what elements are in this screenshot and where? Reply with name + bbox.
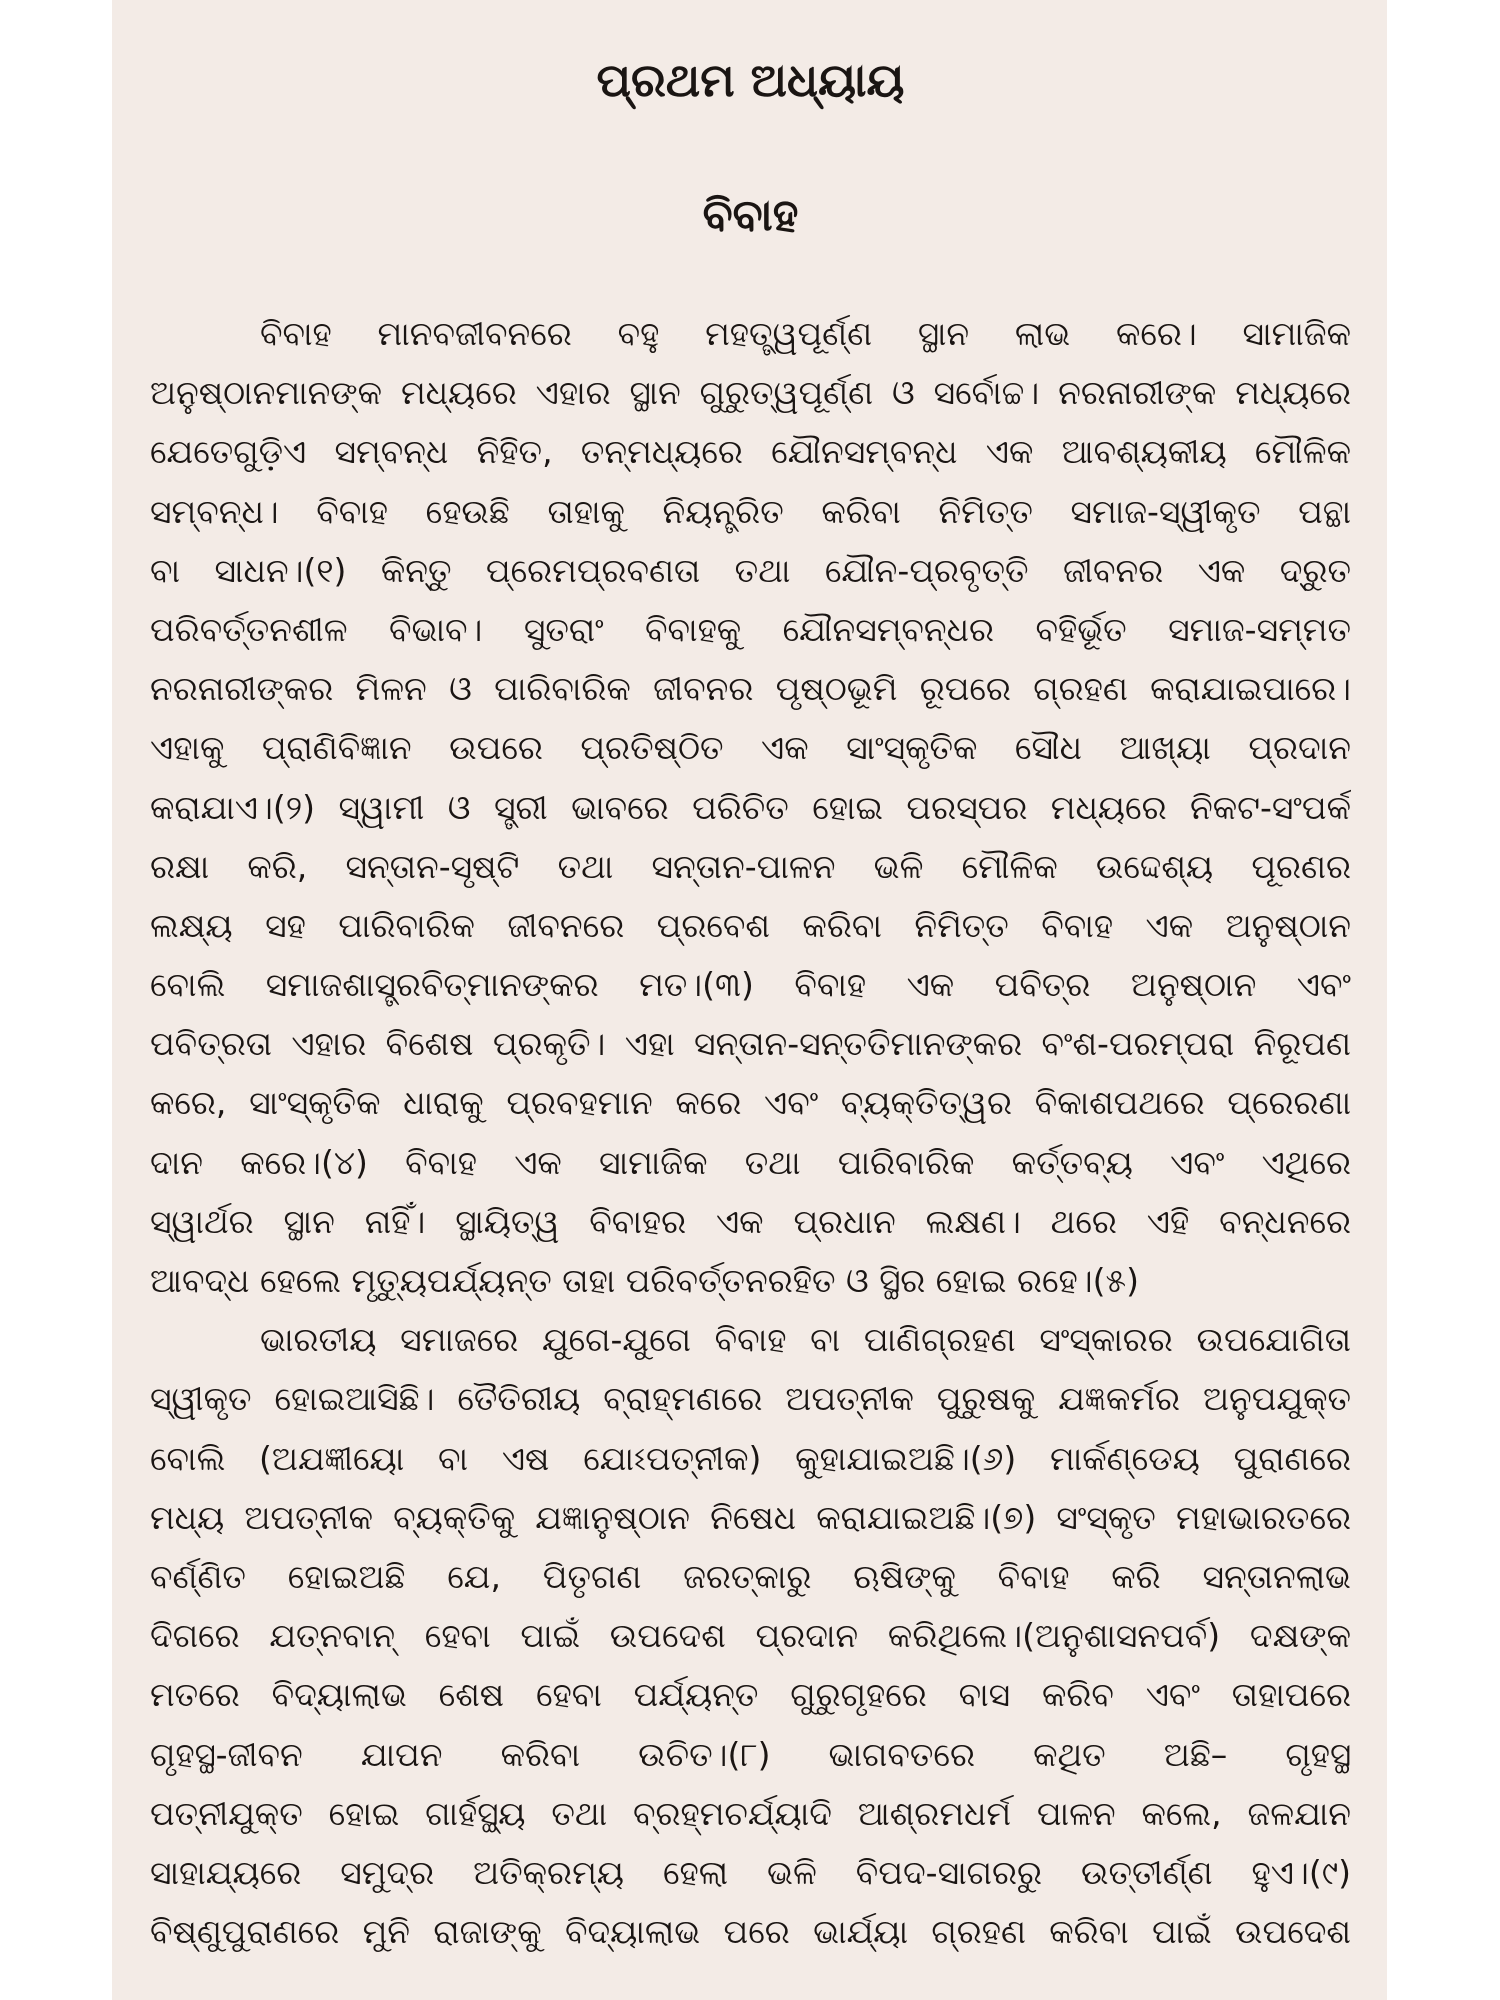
text-line: ପରିବର୍ତ୍ତନଶୀଳ ବିଭାବ। ସୁତରାଂ ବିବାହକୁ ଯୌନସମ୍ବନ୍ଧର ବହିର୍ଭୂତ ସମାଜ-ସମ୍ମତ: [150, 609, 1351, 649]
text-line: ବର୍ଣ୍ଣିତ ହୋଇଅଛି ଯେ, ପିତୃଗଣ ଜରତ୍କାରୁ ଋଷିଙ୍କୁ ବିବାହ କରି ସନ୍ତାନଲାଭ: [150, 1556, 1351, 1596]
body-text: [150, 304, 1351, 1961]
text-line: ବିଷ୍ଣୁପୁରାଣରେ ମୁନି ରାଜାଙ୍କୁ ବିଦ୍ୟାଲାଭ ପରେ ଭାର୍ଯ୍ୟା ଗ୍ରହଣ କରିବା ପାଇଁ ଉପଦେଶ: [150, 1912, 1351, 1952]
chapter-title: ପ୍ରଥମ ଅଧ୍ୟାୟ: [596, 53, 905, 107]
text-line: ଦାନ କରେ।(୪) ବିବାହ ଏକ ସାମାଜିକ ତଥା ପାରିବାରିକ କର୍ତ୍ତବ୍ୟ ଏବଂ ଏଥିରେ: [150, 1142, 1351, 1182]
text-line: ନରନାରୀଙ୍କର ମିଳନ ଓ ପାରିବାରିକ ଜୀବନର ପୃଷ୍ଠଭୂମି ରୂପରେ ଗ୍ରହଣ କରାଯାଇପାରେ।: [150, 669, 1351, 709]
text-line: ମତରେ ବିଦ୍ୟାଲାଭ ଶେଷ ହେବା ପର୍ଯ୍ୟନ୍ତ ଗୁରୁଗୃହରେ ବାସ କରିବ ଏବଂ ତାହାପରେ: [150, 1675, 1351, 1715]
text-line: ଲକ୍ଷ୍ୟ ସହ ପାରିବାରିକ ଜୀବନରେ ପ୍ରବେଶ କରିବା ନିମିତ୍ତ ବିବାହ ଏକ ଅନୁଷ୍ଠାନ: [150, 905, 1351, 945]
text-line: ସମ୍ବନ୍ଧ। ବିବାହ ହେଉଛି ତାହାକୁ ନିୟନ୍ତ୍ରିତ କରିବା ନିମିତ୍ତ ସମାଜ-ସ୍ୱୀକୃତ ପନ୍ଥା: [150, 491, 1351, 531]
text-line: ଦିଗରେ ଯତ୍ନବାନ୍ ହେବା ପାଇଁ ଉପଦେଶ ପ୍ରଦାନ କରିଥିଲେ।(ଅନୁଶାସନପର୍ବ) ଦକ୍ଷଙ୍କ: [150, 1616, 1351, 1656]
text-line: ସାହାଯ୍ୟରେ ସମୁଦ୍ର ଅତିକ୍ରମ୍ୟ ହେଲା ଭଳି ବିପଦ-ସାଗରରୁ ଉତ୍ତୀର୍ଣ୍ଣ ହୁଏ।(୯): [150, 1852, 1351, 1892]
book-page: [112, 0, 1387, 2000]
text-line: ଗୃହସ୍ଥ-ଜୀବନ ଯାପନ କରିବା ଉଚିତ।(୮) ଭାଗବତରେ କଥିତ ଅଛି– ଗୃହସ୍ଥ: [150, 1734, 1351, 1774]
text-line: ସ୍ୱାର୍ଥର ସ୍ଥାନ ନାହିଁ। ସ୍ଥାୟିତ୍ୱ ବିବାହର ଏକ ପ୍ରଧାନ ଲକ୍ଷଣ। ଥରେ ଏହି ବନ୍ଧନରେ: [150, 1201, 1351, 1241]
text-line: ବୋଲି (ଅଯଜ୍ଞୀୟୋ ବା ଏଷ ଯୋଽପତ୍ନୀକ) କୁହାଯାଇଅଛି।(୬) ମାର୍କଣ୍ଡେୟ ପୁରାଣରେ: [150, 1438, 1351, 1478]
text-line: ପତ୍ନୀଯୁକ୍ତ ହୋଇ ଗାର୍ହସ୍ଥ୍ୟ ତଥା ବ୍ରହ୍ମଚର୍ଯ୍ୟାଦି ଆଶ୍ରମଧର୍ମ ପାଳନ କଲେ, ଜଳଯାନ: [150, 1793, 1351, 1833]
text-line: ଆବଦ୍ଧ ହେଲେ ମୃତ୍ୟୁପର୍ଯ୍ୟନ୍ତ ତାହା ପରିବର୍ତ୍ତନରହିତ ଓ ସ୍ଥିର ହୋଇ ରହେ।(୫): [150, 1261, 1139, 1300]
text-line: ଯେତେଗୁଡ଼ିଏ ସମ୍ବନ୍ଧ ନିହିତ, ତନ୍ମଧ୍ୟରେ ଯୌନସମ୍ବନ୍ଧ ଏକ ଆବଶ୍ୟକୀୟ ମୌଳିକ: [150, 432, 1351, 472]
text-line: ଏହାକୁ ପ୍ରାଣିବିଜ୍ଞାନ ଉପରେ ପ୍ରତିଷ୍ଠିତ ଏକ ସାଂସ୍କୃତିକ ସୌଧ ଆଖ୍ୟା ପ୍ରଦାନ: [150, 728, 1351, 768]
text-line: କରେ, ସାଂସ୍କୃତିକ ଧାରାକୁ ପ୍ରବହମାନ କରେ ଏବଂ ବ୍ୟକ୍ତିତ୍ୱର ବିକାଶପଥରେ ପ୍ରେରଣା: [150, 1083, 1351, 1123]
text-line: ସ୍ୱୀକୃତ ହୋଇଆସିଛି। ତୈତିରୀୟ ବ୍ରାହ୍ମଣରେ ଅପତ୍ନୀକ ପୁରୁଷକୁ ଯଜ୍ଞକର୍ମର ଅନୁପଯୁକ୍ତ: [150, 1379, 1351, 1419]
section-title: ବିବାହ: [702, 190, 799, 241]
text-line: ମଧ୍ୟ ଅପତ୍ନୀକ ବ୍ୟକ୍ତିକୁ ଯଜ୍ଞାନୁଷ୍ଠାନ ନିଷେଧ କରାଯାଇଅଛି।(୭) ସଂସ୍କୃତ ମହାଭାରତରେ: [150, 1497, 1351, 1537]
text-line: ବିବାହ ମାନବଜୀବନରେ ବହୁ ମହତ୍ତ୍ୱପୂର୍ଣ୍ଣ ସ୍ଥାନ ଲାଭ କରେ। ସାମାଜିକ: [260, 314, 1351, 353]
text-line: ପବିତ୍ରତା ଏହାର ବିଶେଷ ପ୍ରକୃତି। ଏହା ସନ୍ତାନ-ସନ୍ତତିମାନଙ୍କର ବଂଶ-ପରମ୍ପରା ନିରୂପଣ: [150, 1024, 1351, 1064]
text-line: ରକ୍ଷା କରି, ସନ୍ତାନ-ସୃଷ୍ଟି ତଥା ସନ୍ତାନ-ପାଳନ ଭଳି ମୌଳିକ ଉଦ୍ଦେଶ୍ୟ ପୂରଣର: [150, 846, 1351, 886]
text-line: ବୋଲି ସମାଜଶାସ୍ତ୍ରବିତ୍‌ମାନଙ୍କର ମତ।(୩) ବିବାହ ଏକ ପବିତ୍ର ଅନୁଷ୍ଠାନ ଏବଂ: [150, 965, 1351, 1005]
text-line: ଅନୁଷ୍ଠାନମାନଙ୍କ ମଧ୍ୟରେ ଏହାର ସ୍ଥାନ ଗୁରୁତ୍ୱପୂର୍ଣ୍ଣ ଓ ସର୍ବୋଚ୍ଚ। ନରନାରୀଙ୍କ ମଧ୍ୟରେ: [150, 373, 1351, 413]
text-line: କରାଯାଏ।(୨) ସ୍ୱାମୀ ଓ ସ୍ତ୍ରୀ ଭାବରେ ପରିଚିତ ହୋଇ ପରସ୍ପର ମଧ୍ୟରେ ନିକଟ-ସଂପର୍କ: [150, 787, 1351, 827]
text-line: ଭାରତୀୟ ସମାଜରେ ଯୁଗେ-ଯୁଗେ ବିବାହ ବା ପାଣିଗ୍ରହଣ ସଂସ୍କାରର ଉପଯୋଗିତା: [260, 1320, 1351, 1360]
text-line: ବା ସାଧନ।(୧) କିନ୍ତୁ ପ୍ରେମପ୍ରବଣତା ତଥା ଯୌନ-ପ୍ରବୃତ୍ତି ଜୀବନର ଏକ ଦ୍ରୁତ: [150, 550, 1351, 590]
